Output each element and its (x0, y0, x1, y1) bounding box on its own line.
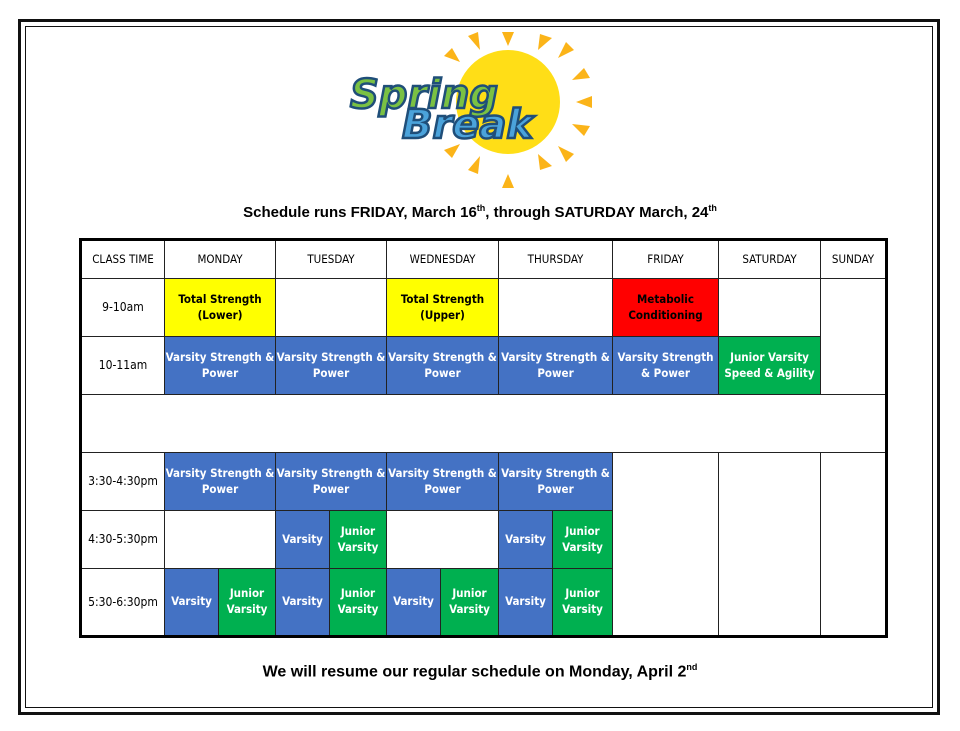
column-header: SATURDAY (719, 240, 821, 279)
class-cell: Varsity Strength & Power (276, 337, 387, 395)
empty-cell (276, 279, 387, 337)
table-row (81, 279, 887, 337)
empty-cell (613, 453, 719, 637)
table-row-break (81, 395, 887, 453)
column-header: CLASS TIME (81, 240, 165, 279)
table-row (81, 453, 887, 511)
class-time-cell: 3:30-4:30pm (81, 453, 165, 511)
break-row-cell (81, 395, 887, 453)
class-time-cell: 10-11am (81, 337, 165, 395)
class-cell: Total Strength (Lower) (165, 279, 276, 337)
split-cell (499, 511, 613, 569)
class-cell: Varsity Strength & Power (165, 453, 276, 511)
split-cell (499, 569, 613, 637)
split-cell (387, 569, 499, 637)
class-cell: Varsity Strength & Power (499, 453, 613, 511)
class-cell: Varsity Strength & Power (276, 453, 387, 511)
class-cell: Varsity Strength & Power (613, 337, 719, 395)
column-header: TUESDAY (276, 240, 387, 279)
varsity-slot: Varsity (387, 569, 441, 635)
column-header: WEDNESDAY (387, 240, 499, 279)
empty-cell (821, 453, 887, 637)
schedule-table (79, 238, 888, 638)
empty-cell (165, 511, 276, 569)
class-cell: Varsity Strength & Power (387, 453, 499, 511)
split-cell (276, 569, 387, 637)
varsity-slot: Varsity (276, 511, 330, 568)
empty-cell (719, 279, 821, 337)
schedule-dates-heading: Schedule runs FRIDAY, March 16th, through SATURDAY March, 24th (243, 203, 717, 221)
logo-word-spring: Spring (350, 72, 498, 118)
empty-cell (499, 279, 613, 337)
varsity-slot: Varsity (276, 569, 330, 635)
junior-varsity-slot: Junior Varsity (330, 511, 386, 568)
junior-varsity-slot: Junior Varsity (553, 569, 612, 635)
column-header: MONDAY (165, 240, 276, 279)
empty-cell (821, 279, 887, 395)
junior-varsity-slot: Junior Varsity (219, 569, 275, 635)
table-header-row (81, 240, 887, 279)
class-cell: Metabolic Conditioning (613, 279, 719, 337)
junior-varsity-slot: Junior Varsity (441, 569, 498, 635)
class-time-cell: 9-10am (81, 279, 165, 337)
table-row (81, 337, 887, 395)
junior-varsity-slot: Junior Varsity (553, 511, 612, 568)
column-header: THURSDAY (499, 240, 613, 279)
class-time-cell: 5:30-6:30pm (81, 569, 165, 637)
junior-varsity-slot: Junior Varsity (330, 569, 386, 635)
column-header: SUNDAY (821, 240, 887, 279)
class-cell: Junior Varsity Speed & Agility (719, 337, 821, 395)
logo-word-break: Break (402, 102, 533, 148)
varsity-slot: Varsity (499, 569, 553, 635)
resume-schedule-note: We will resume our regular schedule on Monday, April 2nd (262, 662, 698, 681)
split-cell (165, 569, 276, 637)
column-header: FRIDAY (613, 240, 719, 279)
empty-cell (387, 511, 499, 569)
class-cell: Varsity Strength & Power (499, 337, 613, 395)
spring-break-logo (340, 30, 625, 190)
varsity-slot: Varsity (499, 511, 553, 568)
class-cell: Varsity Strength & Power (387, 337, 499, 395)
split-cell (276, 511, 387, 569)
class-cell: Total Strength (Upper) (387, 279, 499, 337)
varsity-slot: Varsity (165, 569, 219, 635)
empty-cell (719, 453, 821, 637)
class-time-cell: 4:30-5:30pm (81, 511, 165, 569)
class-cell: Varsity Strength & Power (165, 337, 276, 395)
